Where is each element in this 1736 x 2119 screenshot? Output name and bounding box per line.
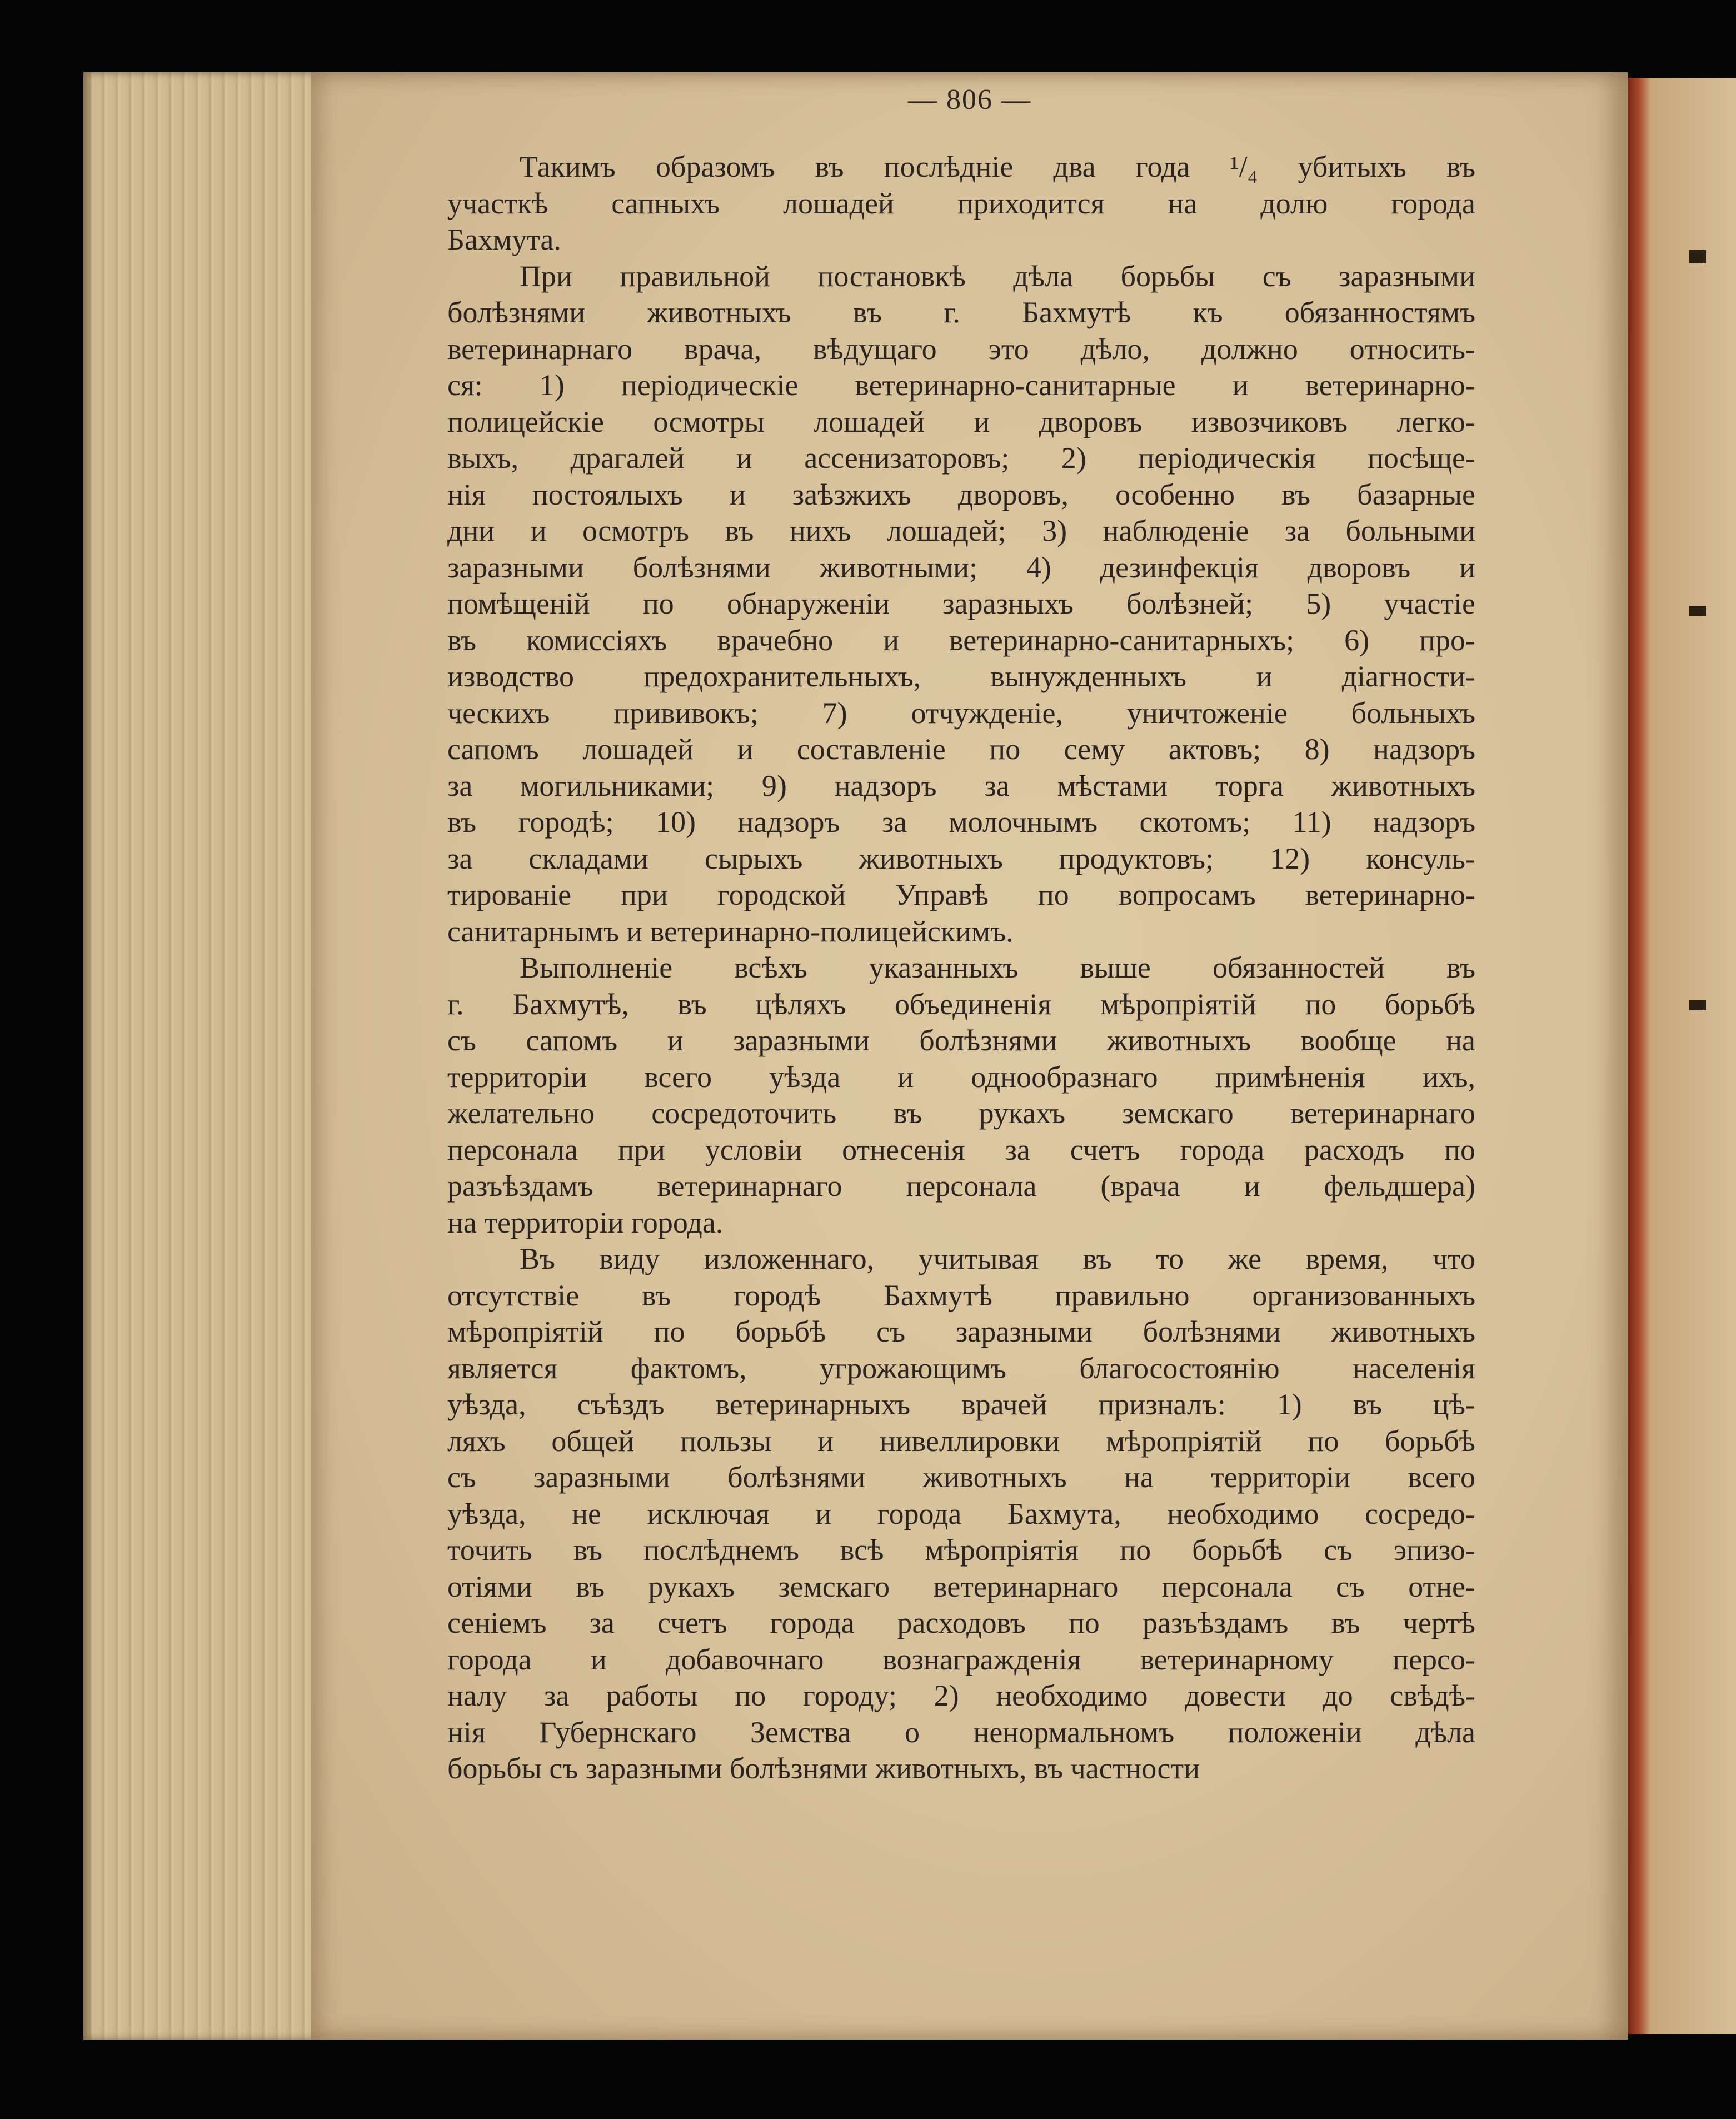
text-line: на территоріи города.: [447, 1205, 724, 1239]
text-line: мѣропріятій по борьбѣ съ заразными болѣзнями животныхъ: [447, 1315, 1475, 1348]
body-text: [447, 149, 1475, 1787]
text-line: съ сапомъ и заразными болѣзнями животныхъ вообще на: [447, 1024, 1475, 1057]
text-line: сапомъ лошадей и составленіе по сему актовъ; 8) надзоръ: [447, 732, 1475, 766]
text-line: желательно сосредоточить въ рукахъ земскаго ветеринарнаго: [447, 1096, 1475, 1130]
text-line: При правильной постановкѣ дѣла борьбы съ заразными: [520, 259, 1475, 293]
text-line: отіями въ рукахъ земскаго ветеринарнаго персонала съ отне-: [447, 1569, 1475, 1603]
text-line: помѣщеній по обнаруженіи заразныхъ болѣзней; 5) участіе: [447, 587, 1475, 620]
text-line: нія постоялыхъ и заѣзжихъ дворовъ, особенно въ базарные: [447, 477, 1475, 511]
text-line: ческихъ прививокъ; 7) отчужденіе, уничтоженіе больныхъ: [447, 696, 1475, 730]
text-line: Бахмута.: [447, 223, 561, 256]
text-line: тированіе при городской Управѣ по вопросамъ ветеринарно-: [447, 878, 1475, 911]
text-line: города и добавочнаго вознагражденія ветеринарному персо-: [447, 1642, 1475, 1676]
text-line: въ городѣ; 10) надзоръ за молочнымъ скотомъ; 11) надзоръ: [447, 805, 1475, 839]
text-line: борьбы съ заразными болѣзнями животныхъ, въ частности: [447, 1752, 1200, 1785]
edge-mark: [1689, 1000, 1706, 1010]
page-number: — 806 —: [908, 84, 1031, 116]
paragraph: [447, 258, 1475, 950]
text-line: ляхъ общей пользы и нивеллировки мѣропріятій по борьбѣ: [447, 1424, 1475, 1458]
text-line: санитарнымъ и ветеринарно-полицейскимъ.: [447, 914, 1014, 948]
paragraph: [447, 149, 1475, 258]
text-line: Въ виду изложеннаго, учитывая въ то же время, что: [520, 1242, 1475, 1275]
edge-mark: [1689, 606, 1706, 616]
text-line: въ комиссіяхъ врачебно и ветеринарно-санитарныхъ; 6) про-: [447, 623, 1475, 657]
text-line: съ заразными болѣзнями животныхъ на территоріи всего: [447, 1460, 1475, 1494]
next-page-edge: [1628, 78, 1736, 2034]
text-line: участкѣ сапныхъ лошадей приходится на долю города: [447, 186, 1475, 220]
text-line: за складами сырыхъ животныхъ продуктовъ; 12) консуль-: [447, 841, 1475, 875]
text-line: разъѣздамъ ветеринарнаго персонала (врача и фельдшера): [447, 1169, 1475, 1203]
page-stack-edges: [83, 72, 322, 2040]
text-line: выхъ, драгалей и ассенизаторовъ; 2) періодическія посѣще-: [447, 441, 1475, 475]
text-line: заразными болѣзнями животными; 4) дезинфекція дворовъ и: [447, 550, 1475, 584]
text-line: точить въ послѣднемъ всѣ мѣропріятія по борьбѣ съ эпизо-: [447, 1533, 1475, 1567]
text-line: нія Губернскаго Земства о ненормальномъ положеніи дѣла: [447, 1715, 1475, 1749]
text-line: территоріи всего уѣзда и однообразнаго примѣненія ихъ,: [447, 1060, 1475, 1094]
text-line: персонала при условіи отнесенія за счетъ города расходъ по: [447, 1133, 1475, 1166]
text-line: уѣзда, съѣздъ ветеринарныхъ врачей призналъ: 1) въ цѣ-: [447, 1388, 1475, 1421]
paragraph: [447, 1241, 1475, 1787]
text-line: за могильниками; 9) надзоръ за мѣстами торга животныхъ: [447, 769, 1475, 802]
text-line: налу за работы по городу; 2) необходимо довести до свѣдѣ-: [447, 1679, 1475, 1712]
text-line: отсутствіе въ городѣ Бахмутѣ правильно организованныхъ: [447, 1278, 1475, 1312]
text-line: полицейскіе осмотры лошадей и дворовъ извозчиковъ легко-: [447, 405, 1475, 438]
text-line: ся: 1) періодическіе ветеринарно-санитарные и ветеринарно-: [447, 368, 1475, 402]
text-line: г. Бахмутѣ, въ цѣляхъ объединенія мѣропріятій по борьбѣ: [447, 987, 1475, 1021]
text-line: является фактомъ, угрожающимъ благосостоянію населенія: [447, 1351, 1475, 1385]
text-line: ветеринарнаго врача, вѣдущаго это дѣло, должно относить-: [447, 332, 1475, 366]
edge-mark: [1689, 250, 1706, 263]
text-line: Выполненіе всѣхъ указанныхъ выше обязанностей въ: [520, 951, 1475, 984]
text-line: сеніемъ за счетъ города расходовъ по разъѣздамъ въ чертѣ: [447, 1606, 1475, 1639]
paragraph: [447, 950, 1475, 1241]
text-line: Такимъ образомъ въ послѣдніе два года ¹/₄ убитыхъ въ: [520, 150, 1475, 183]
text-line: болѣзнями животныхъ въ г. Бахмутѣ къ обязанностямъ: [447, 296, 1475, 329]
text-line: изводство предохранительныхъ, вынужденныхъ и діагности-: [447, 660, 1475, 693]
text-line: дни и осмотръ въ нихъ лошадей; 3) наблюденіе за больными: [447, 514, 1475, 547]
text-line: уѣзда, не исключая и города Бахмута, необходимо сосредо-: [447, 1497, 1475, 1530]
